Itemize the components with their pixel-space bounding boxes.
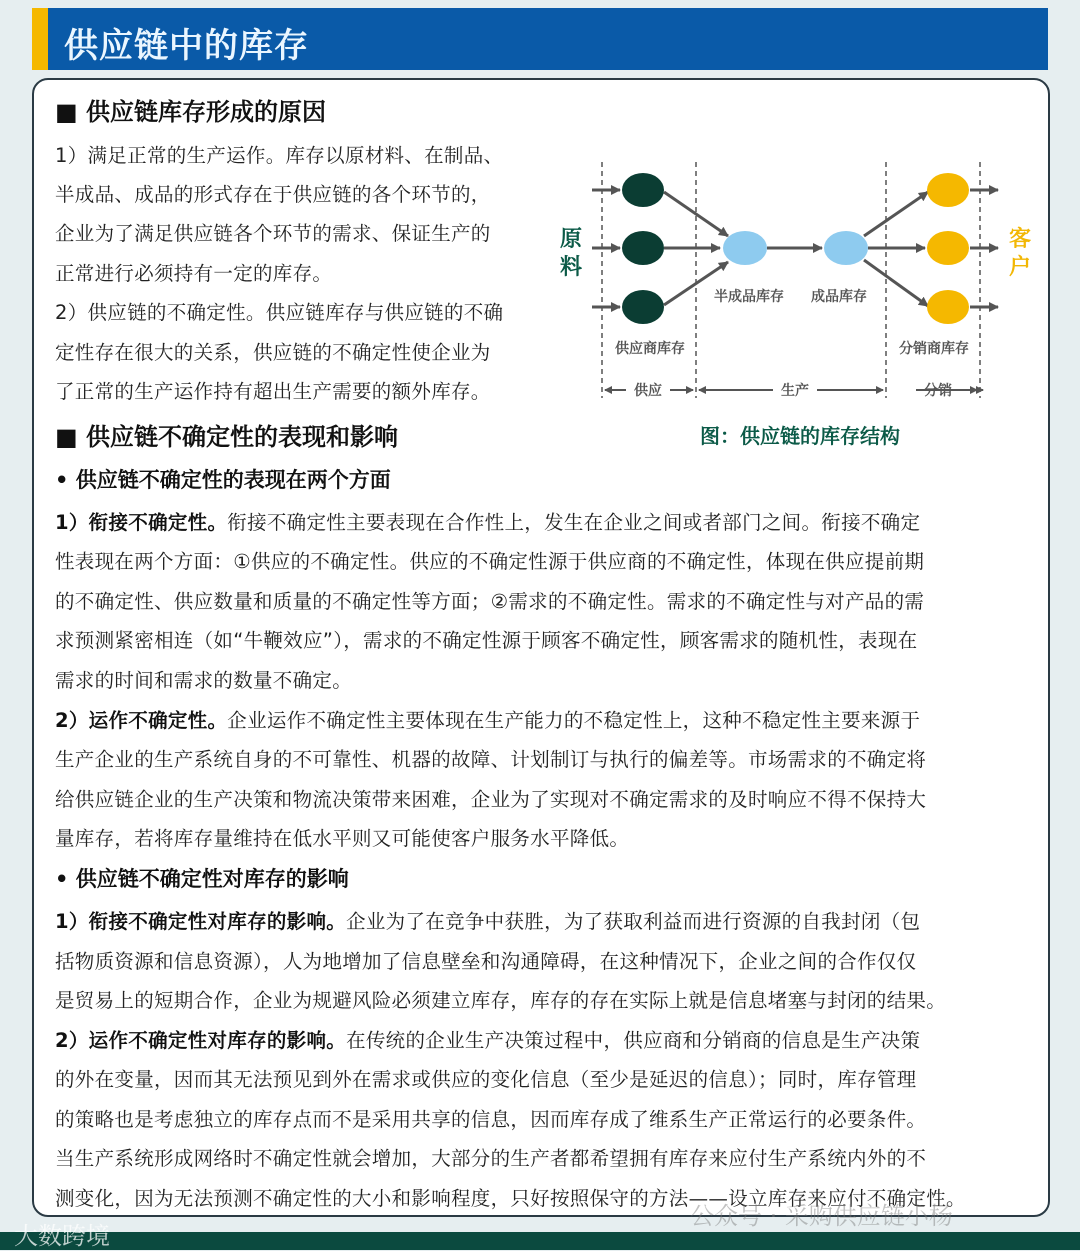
section-heading-causes: ■ 供应链库存形成的原因	[55, 98, 327, 126]
text-line: 1）满足正常的生产运作。库存以原材料、在制品、	[55, 144, 504, 167]
text-line: 定性存在很大的关系，供应链的不确定性使企业为	[55, 341, 491, 364]
text-line: 性表现在两个方面：①供应的不确定性。供应的不确定性源于供应商的不确定性，体现在供应提前期	[55, 550, 925, 573]
stage-production-label: 生产	[781, 383, 809, 399]
text-line: 的外在变量，因而其无法预见到外在需求或供应的变化信息（至少是延迟的信息）；同时，库存管理	[55, 1068, 917, 1091]
text-line: 半成品、成品的形式存在于供应链的各个环节的，	[55, 183, 491, 206]
text-line: 2）供应链的不确定性。供应链库存与供应链的不确	[55, 301, 504, 324]
watermark-right: 公众号 · 采购供应链小杨	[690, 1202, 953, 1230]
customer-label: 户	[1008, 255, 1032, 280]
text-line: 是贸易上的短期合作，企业为规避风险必须建立库存，库存的存在实际上就是信息堵塞与封闭的结果。	[55, 989, 947, 1012]
semi-finished-label: 半成品库存	[714, 289, 784, 305]
text-line: 当生产系统形成网络时不确定性就会增加，大部分的生产者都希望拥有库存来应付生产系统内外的不	[55, 1147, 927, 1170]
text-line: 需求的时间和需求的数量不确定。	[55, 669, 353, 692]
text-line: 的不确定性、供应数量和质量的不确定性等方面；②需求的不确定性。需求的不确定性与对产品的需	[55, 590, 925, 613]
subheading-manifestations: • 供应链不确定性的表现在两个方面	[55, 468, 391, 492]
supplier-inventory-label: 供应商库存	[615, 341, 685, 357]
raw-material-label: 料	[559, 255, 583, 280]
section-heading-uncertainty: ■ 供应链不确定性的表现和影响	[55, 423, 399, 451]
subheading-impact: • 供应链不确定性对库存的影响	[55, 867, 349, 891]
stage-distribution-label: 分销	[924, 383, 952, 399]
diagram-caption: 图：供应链的库存结构	[700, 424, 900, 448]
text-line: 生产企业的生产系统自身的不可靠性、机器的故障、计划制订与执行的偏差等。市场需求的不确定将	[55, 748, 927, 771]
distributor-inventory-label: 分销商库存	[899, 341, 969, 357]
stage-supply-label: 供应	[634, 383, 662, 399]
watermark-left: 大数跨境	[14, 1222, 110, 1250]
text-line: 正常进行必须持有一定的库存。	[55, 262, 333, 285]
text-line: 的策略也是考虑独立的库存点而不是采用共享的信息，因而库存成了维系生产正常运行的必要条件。	[55, 1108, 927, 1131]
text-line: 企业为了满足供应链各个环节的需求、保证生产的	[55, 222, 491, 245]
text-line: 2）运作不确定性。企业运作不确定性主要体现在生产能力的不稳定性上，这种不稳定性主要来源于	[55, 709, 921, 732]
paragraph-lead: 1）衔接不确定性。	[55, 511, 228, 534]
text-line: 1）衔接不确定性对库存的影响。企业为了在竞争中获胜，为了获取利益而进行资源的自我封闭（包	[55, 910, 921, 933]
text-line: 量库存，若将库存量维持在低水平则又可能使客户服务水平降低。	[55, 827, 630, 850]
text-line: 1）衔接不确定性。衔接不确定性主要表现在合作性上，发生在企业之间或者部门之间。衔接不确定	[55, 511, 921, 534]
raw-material-label: 原	[559, 227, 583, 252]
paragraph-lead: 1）衔接不确定性对库存的影响。	[55, 910, 347, 933]
finished-label: 成品库存	[811, 289, 867, 305]
text-line: 括物质资源和信息资源），人为地增加了信息壁垒和沟通障碍，在这种情况下，企业之间的合作仅仅	[55, 950, 917, 973]
paragraph-lead: 2）运作不确定性对库存的影响。	[55, 1029, 347, 1052]
text-line: 2）运作不确定性对库存的影响。在传统的企业生产决策过程中，供应商和分销商的信息是生产决策	[55, 1029, 921, 1052]
paragraph-lead: 2）运作不确定性。	[55, 709, 228, 732]
page-title: 供应链中的库存	[64, 26, 309, 66]
text-line: 给供应链企业的生产决策和物流决策带来困难，企业为了实现对不确定需求的及时响应不得不保持大	[55, 788, 927, 811]
text-line: 了正常的生产运作持有超出生产需要的额外库存。	[55, 380, 491, 403]
text-line: 求预测紧密相连（如“牛鞭效应”），需求的不确定性源于顾客不确定性，顾客需求的随机性，表现在	[55, 629, 918, 652]
text-line: 测变化，因为无法预测不确定性的大小和影响程度，只好按照保守的方法——设立库存来应付不确定性。	[55, 1187, 966, 1210]
header-accent-strip	[32, 8, 48, 70]
footer-band	[0, 1232, 1080, 1250]
page-header	[32, 8, 1048, 70]
customer-label: 客	[1008, 227, 1032, 252]
